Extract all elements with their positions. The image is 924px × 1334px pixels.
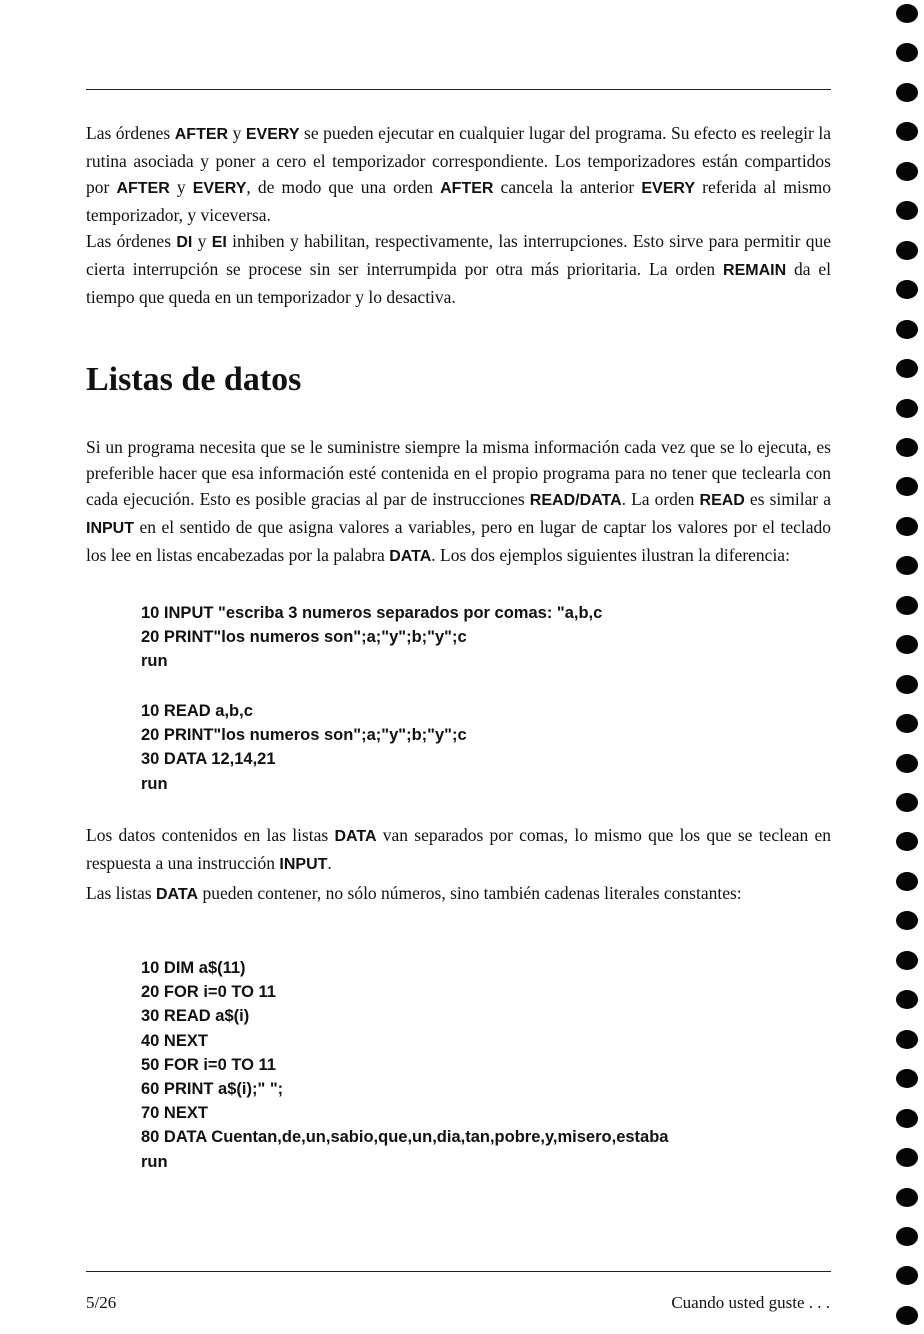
- binder-hole: [896, 1266, 918, 1285]
- binder-hole: [896, 241, 918, 260]
- binder-hole: [896, 359, 918, 378]
- binder-hole: [896, 4, 918, 23]
- keyword-every: EVERY: [192, 180, 247, 197]
- code-block-read-example: [141, 699, 831, 796]
- paragraph-data-strings: Las listas DATA pueden contener, no sólo números, sino también cadenas literales constantes:: [86, 883, 742, 903]
- binder-hole: [896, 754, 918, 773]
- keyword-di: DI: [176, 234, 193, 251]
- top-rule: [86, 89, 831, 90]
- code-line: run: [141, 1152, 168, 1171]
- binder-hole: [896, 477, 918, 496]
- binder-hole: [896, 517, 918, 536]
- binder-hole: [896, 872, 918, 891]
- binder-hole: [896, 675, 918, 694]
- binder-hole: [896, 122, 918, 141]
- code-line: 20 FOR i=0 TO 11: [141, 983, 276, 1002]
- binder-holes: [892, 0, 924, 1334]
- code-line: 80 DATA Cuentan,de,un,sabio,que,un,dia,tan,pobre,y,misero,estaba: [141, 1128, 669, 1147]
- keyword-data: DATA: [334, 828, 377, 845]
- binder-hole: [896, 635, 918, 654]
- code-line: 10 INPUT "escriba 3 numeros separados por comas: "a,b,c: [141, 604, 603, 622]
- binder-hole: [896, 714, 918, 733]
- keyword-input: INPUT: [279, 856, 328, 873]
- keyword-data: DATA: [389, 548, 432, 565]
- keyword-data: DATA: [156, 886, 199, 903]
- code-line: 10 READ a,b,c: [141, 702, 253, 720]
- binder-hole: [896, 911, 918, 930]
- code-line: 20 PRINT"los numeros son";a;"y";b;"y";c: [141, 628, 467, 647]
- binder-hole: [896, 320, 918, 339]
- intro-paragraph-di-ei: Las órdenes DI y EI inhiben y habilitan, respectivamente, las interrupciones. Esto sirve para permitir que cierta interrupción se procese sin ser interrumpida por otra más prioritaria. La orden REMAIN da el tiempo que queda en un temporizador y lo desactiva.: [86, 231, 832, 307]
- binder-hole: [896, 399, 918, 418]
- code-line: 40 NEXT: [141, 1031, 208, 1050]
- intro-paragraph-after-every: Las órdenes AFTER y EVERY se pueden ejecutar en cualquier lugar del programa. Su efecto es reelegir la rutina asociada y poner a cero el temporizador correspondiente. Los temporizadores están compartidos por AFTER y EVERY, de modo que una orden AFTER cancela la anterior EVERY referida al mismo temporizador, y viceversa.: [86, 123, 831, 225]
- binder-hole: [896, 438, 918, 457]
- code-line: run: [141, 652, 168, 671]
- keyword-after: AFTER: [440, 180, 494, 197]
- code-line: 30 READ a$(i): [141, 1007, 250, 1026]
- bottom-rule: [86, 1271, 831, 1272]
- code-line: 20 PRINT"los numeros son";a;"y";b;"y";c: [141, 726, 467, 745]
- code-line: run: [141, 774, 168, 793]
- keyword-read: READ: [699, 492, 745, 509]
- binder-hole: [896, 832, 918, 851]
- keyword-ei: EI: [211, 234, 227, 251]
- binder-hole: [896, 1227, 918, 1246]
- binder-hole: [896, 1069, 918, 1088]
- binder-hole: [896, 556, 918, 575]
- binder-hole: [896, 43, 918, 62]
- keyword-every: EVERY: [641, 180, 696, 197]
- binder-hole: [896, 1109, 918, 1128]
- keyword-read-data: READ/DATA: [529, 492, 622, 509]
- page-number: 5/26: [86, 1293, 117, 1312]
- code-block-input-example: [141, 601, 831, 674]
- binder-hole: [896, 596, 918, 615]
- keyword-input: INPUT: [86, 520, 134, 537]
- binder-hole: [896, 1030, 918, 1049]
- paragraph-data-commas: Los datos contenidos en las listas DATA van separados por comas, lo mismo que los que se teclean en respuesta a una instrucción INPUT.: [86, 825, 832, 873]
- binder-hole: [896, 83, 918, 102]
- code-line: 10 DIM a$(11): [141, 959, 246, 977]
- binder-hole: [896, 1188, 918, 1207]
- keyword-after: AFTER: [174, 126, 229, 143]
- paragraph-read-data: Si un programa necesita que se le suministre siempre la misma información cada vez que se lo ejecuta, es preferible hacer que esa información esté contenida en el propio programa para no tener que teclearla con cada ejecución. Esto es posible gracias al par de instrucciones READ/DATA. La orden READ es similar a INPUT en el sentido de que asigna valores a variables, pero en lugar de captar los valores por el teclado los lee en listas encabezadas por la palabra DATA. Los dos ejemplos siguientes ilustran la diferencia:: [86, 437, 832, 565]
- binder-hole: [896, 1306, 918, 1325]
- keyword-after: AFTER: [116, 180, 170, 197]
- code-line: 70 NEXT: [141, 1104, 208, 1123]
- binder-hole: [896, 990, 918, 1009]
- code-line: 60 PRINT a$(i);" ";: [141, 1079, 284, 1098]
- keyword-every: EVERY: [245, 126, 300, 143]
- code-line: 30 DATA 12,14,21: [141, 750, 276, 769]
- binder-hole: [896, 280, 918, 299]
- code-block-string-example: [141, 956, 831, 1174]
- binder-hole: [896, 162, 918, 181]
- chapter-title: Cuando usted guste . . .: [671, 1293, 830, 1312]
- binder-hole: [896, 951, 918, 970]
- code-line: 50 FOR i=0 TO 11: [141, 1055, 276, 1074]
- binder-hole: [896, 793, 918, 812]
- binder-hole: [896, 1148, 918, 1167]
- section-title: Listas de datos: [86, 361, 302, 398]
- keyword-remain: REMAIN: [723, 262, 787, 279]
- binder-hole: [896, 201, 918, 220]
